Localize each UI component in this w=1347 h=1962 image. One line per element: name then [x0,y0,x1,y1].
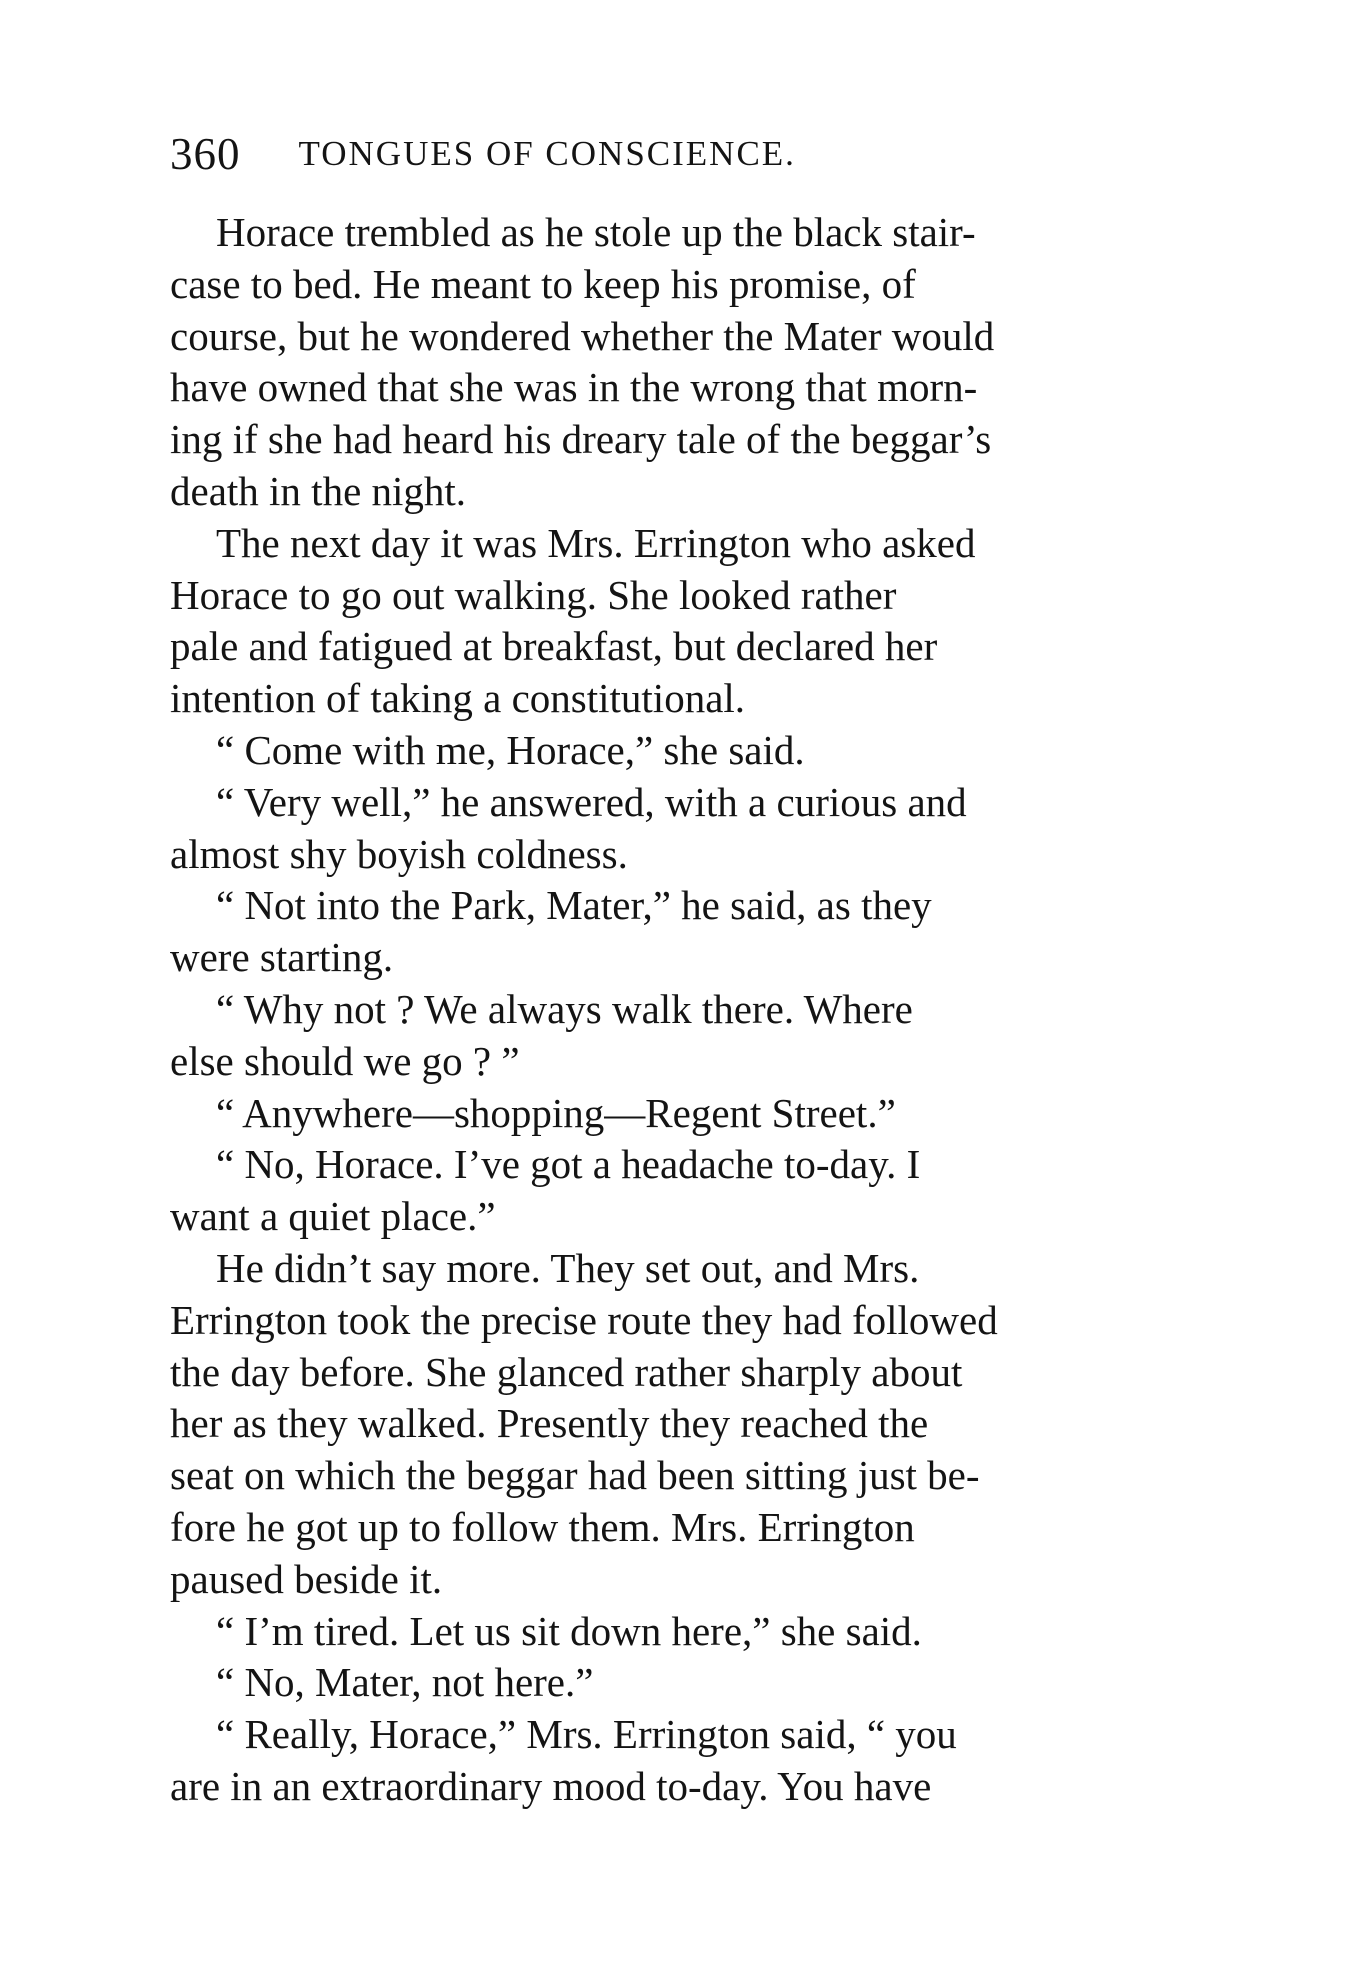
text-line: “ No, Horace. I’ve got a headache to-day. I [216,1141,921,1188]
text-line: “ No, Mater, not here.” [216,1659,594,1706]
text-line: Errington took the precise route they had followed [170,1296,998,1343]
text-line: her as they walked. Presently they reached the [170,1400,929,1447]
text-line: “ Anywhere—shopping—Regent Street.” [216,1089,896,1136]
text-line: case to bed. He meant to keep his promise, of [170,260,916,307]
text-line: the day before. She glanced rather sharply about [170,1348,963,1395]
text-line: fore he got up to follow them. Mrs. Errington [170,1503,915,1550]
text-line: He didn’t say more. They set out, and Mrs. [216,1244,920,1291]
text-line: paused beside it. [170,1555,443,1602]
text-line: “ Really, Horace,” Mrs. Errington said, “ you [216,1711,957,1758]
running-title: TONGUES OF CONSCIENCE. [298,134,796,173]
text-line: “ Very well,” he answered, with a curious and [216,778,967,825]
text-line: pale and fatigued at breakfast, but declared her [170,623,938,670]
text-line: almost shy boyish coldness. [170,830,628,877]
text-line: seat on which the beggar had been sitting just be- [170,1452,980,1499]
text-line: want a quiet place.” [170,1193,496,1240]
text-line: “ Why not ? We always walk there. Where [216,985,913,1032]
text-line: “ Come with me, Horace,” she said. [216,726,805,773]
text-line: “ I’m tired. Let us sit down here,” she said. [216,1607,922,1654]
text-line: have owned that she was in the wrong that morn- [170,364,978,411]
text-line: ing if she had heard his dreary tale of the beggar’s [170,416,992,463]
body-text [170,207,1125,1813]
text-line: death in the night. [170,467,467,514]
page-header [170,128,1170,178]
text-line: course, but he wondered whether the Mater would [170,312,995,359]
text-line: intention of taking a constitutional. [170,675,746,722]
text-line: else should we go ? ” [170,1037,520,1084]
page-number: 360 [170,129,241,179]
text-line: Horace trembled as he stole up the black stair- [216,209,976,255]
text-line: are in an extraordinary mood to-day. You have [170,1762,932,1809]
text-line: The next day it was Mrs. Errington who asked [216,519,976,566]
text-line: Horace to go out walking. She looked rather [170,571,897,618]
text-line: were starting. [170,934,394,981]
text-line: “ Not into the Park, Mater,” he said, as they [216,882,932,929]
